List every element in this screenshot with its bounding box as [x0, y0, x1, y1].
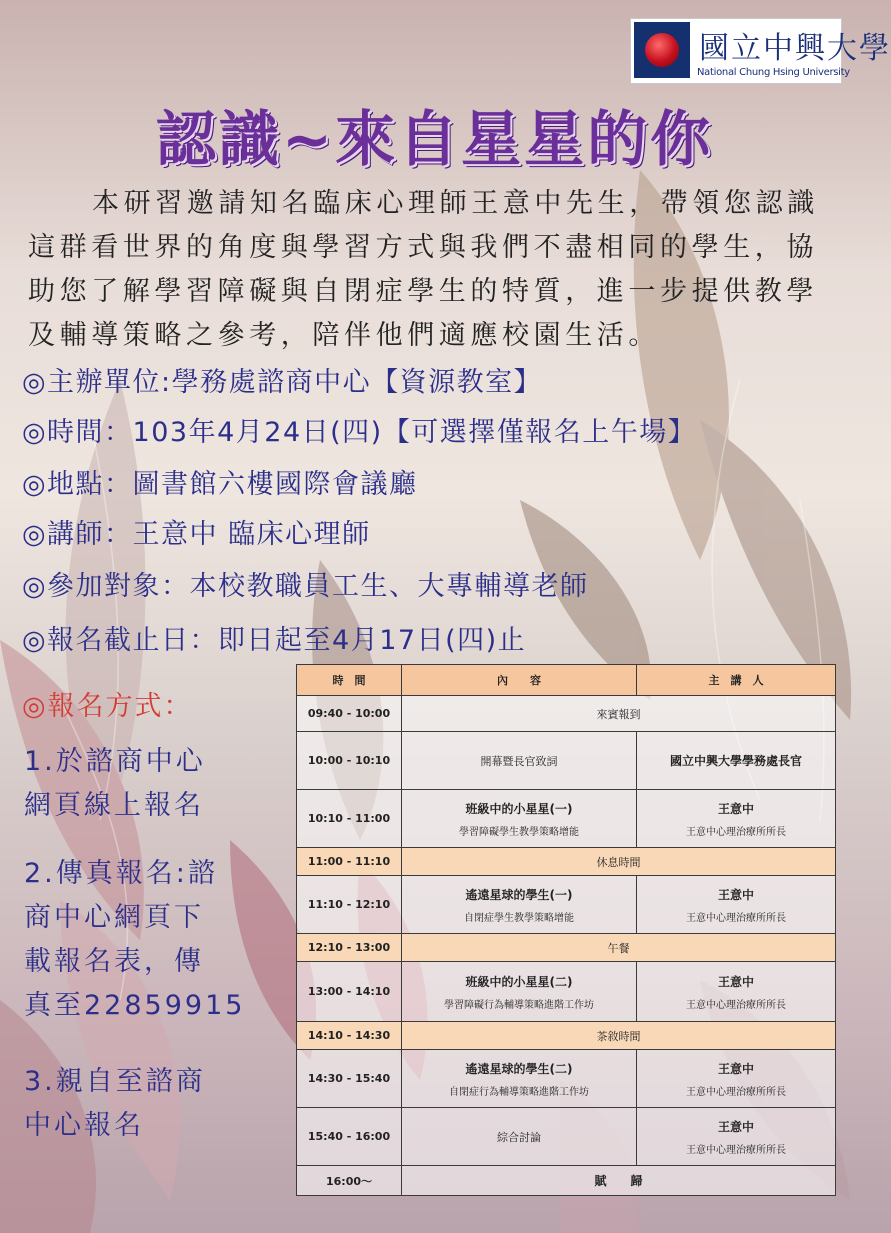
- schedule-table: [296, 664, 836, 1196]
- table-row: 14:10 - 14:30 茶敘時間: [297, 1022, 836, 1050]
- header-speaker: 主 講 人: [637, 665, 836, 696]
- info-location: ◎地點：圖書館六樓國際會議廳: [22, 469, 418, 500]
- table-row: 12:10 - 13:00 午餐: [297, 934, 836, 962]
- table-row: 14:30 - 15:40 遙遠星球的學生(二) 自閉症行為輔導策略進階工作坊 王意中 王意中心理治療所所長: [297, 1050, 836, 1108]
- table-row: 10:00 - 10:10 開幕暨長官致詞 國立中興大學學務處長官: [297, 732, 836, 790]
- info-deadline: ◎報名截止日：即日起至4月17日(四)止: [22, 625, 527, 656]
- header-content: 內 容: [402, 665, 637, 696]
- table-row: 11:10 - 12:10 遙遠星球的學生(一) 自閉症學生教學策略增能 王意中 王意中心理治療所所長: [297, 876, 836, 934]
- intro-paragraph: 本研習邀請知名臨床心理師王意中先生，帶領您認識這群看世界的角度與學習方式與我們不盡相同的學生，協助您了解學習障礙與自閉症學生的特質，進一步提供教學及輔導策略之參考，陪伴他們適應校園生活。: [28, 188, 819, 351]
- merged-cell: 來賓報到: [402, 696, 836, 732]
- merged-cell: 休息時間: [402, 848, 836, 876]
- merged-cell: 茶敘時間: [402, 1022, 836, 1050]
- table-row: 11:00 - 11:10 休息時間: [297, 848, 836, 876]
- university-emblem-icon: [634, 22, 690, 78]
- table-row: 10:10 - 11:00 班級中的小星星(一) 學習障礙學生教學策略增能 王意中 王意中心理治療所所長: [297, 790, 836, 848]
- header-time: 時 間: [297, 665, 402, 696]
- merged-cell: 賦 歸: [402, 1166, 836, 1196]
- table-row: 15:40 - 16:00 綜合討論 王意中 王意中心理治療所所長: [297, 1108, 836, 1166]
- info-organizer: ◎主辦單位:學務處諮商中心【資源教室】: [22, 367, 543, 398]
- table-row: 16:00～ 賦 歸: [297, 1166, 836, 1196]
- poster-title: 認識~來自星星的你: [155, 105, 714, 175]
- info-speaker: ◎講師：王意中 臨床心理師: [22, 519, 371, 550]
- registration-method-1: 1.於諮商中心 網頁線上報名: [24, 746, 206, 821]
- info-time: ◎時間：103年4月24日(四)【可選擇僅報名上午場】: [22, 417, 697, 448]
- university-name-en: National Chung Hsing University: [697, 67, 850, 78]
- info-audience: ◎參加對象：本校教職員工生、大專輔導老師: [22, 571, 589, 602]
- university-logo: [630, 18, 891, 84]
- schedule-header-row: [297, 665, 836, 696]
- table-row: 13:00 - 14:10 班級中的小星星(二) 學習障礙行為輔導策略進階工作坊 王意中 王意中心理治療所所長: [297, 962, 836, 1022]
- table-row: 09:40 - 10:00 來賓報到: [297, 696, 836, 732]
- registration-method-3: 3.親自至諮商 中心報名: [24, 1066, 206, 1141]
- registration-title: ◎報名方式：: [22, 691, 193, 722]
- merged-cell: 午餐: [402, 934, 836, 962]
- registration-method-2: 2.傳真報名:諮 商中心網頁下 載報名表，傳 真至22859915: [24, 858, 246, 1021]
- university-name-zh: 國立中興大學: [699, 31, 891, 66]
